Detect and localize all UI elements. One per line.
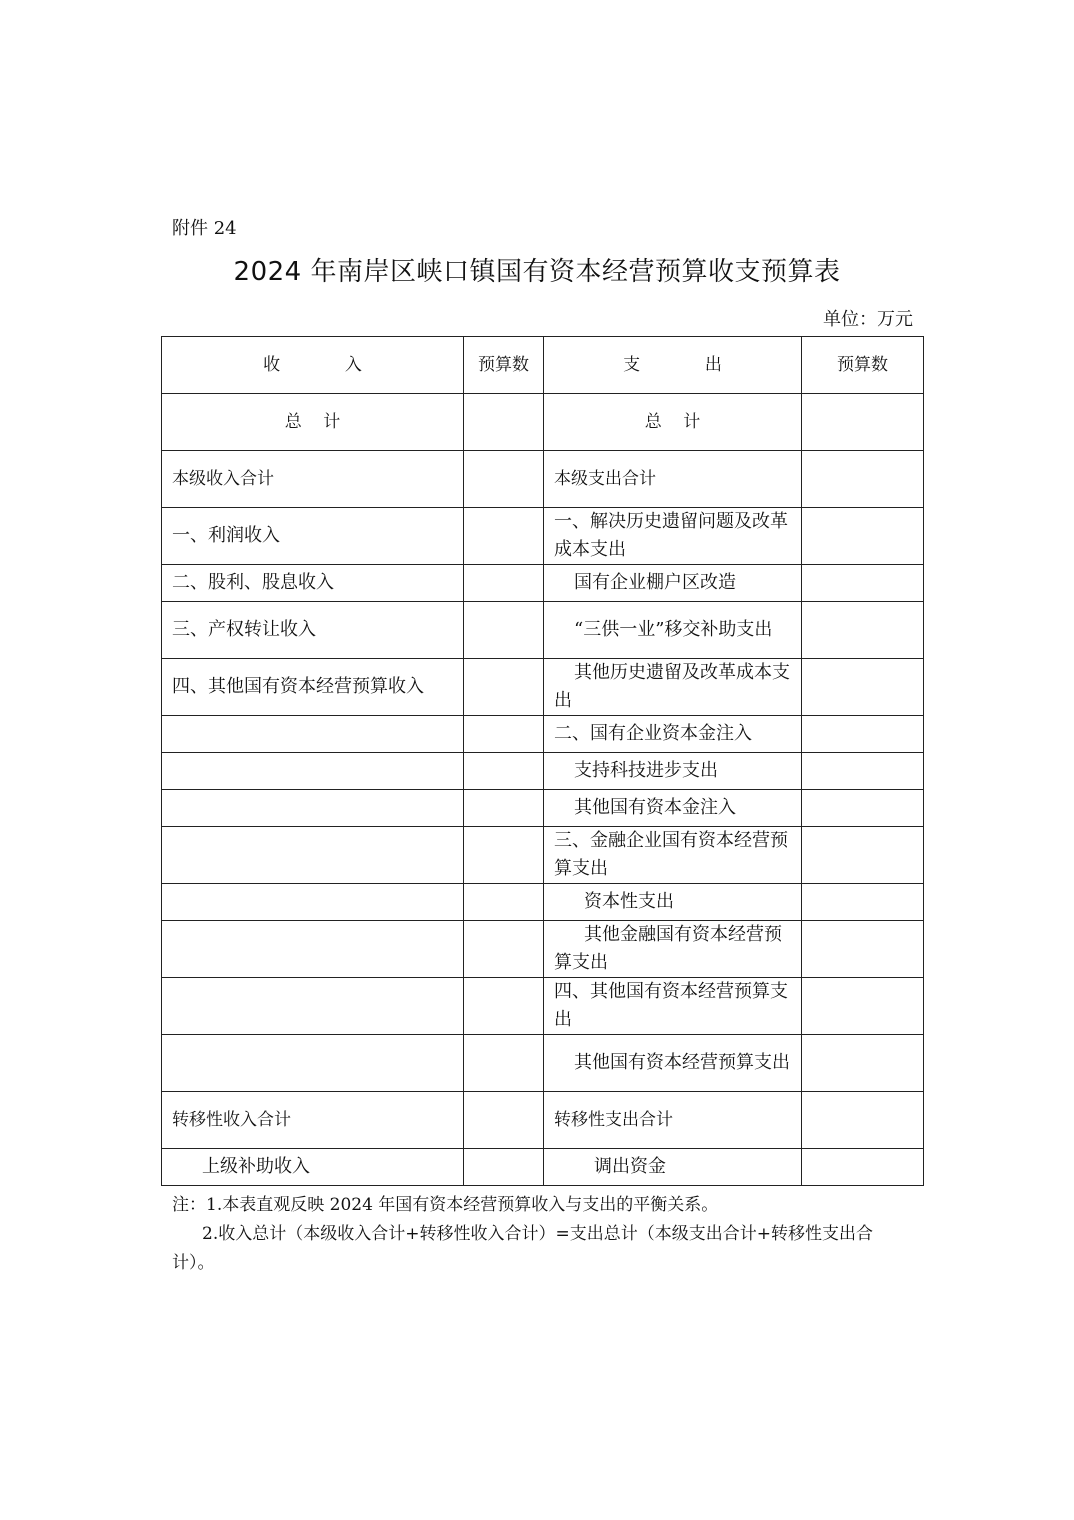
- expense-budget-cell: [802, 451, 924, 508]
- income-budget-cell: [464, 884, 544, 921]
- expense-cell: 支持科技进步支出: [544, 753, 802, 790]
- expense-budget-cell: [802, 602, 924, 659]
- income-total-value: [464, 394, 544, 451]
- table-row: [162, 790, 924, 827]
- income-budget-cell: [464, 508, 544, 565]
- budget-table: [161, 336, 924, 1186]
- expense-cell: 其他金融国有资本经营预算支出: [544, 921, 802, 978]
- table-row: [162, 884, 924, 921]
- table-row: [162, 921, 924, 978]
- expense-cell: 本级支出合计: [544, 451, 802, 508]
- income-cell: 二、股利、股息收入: [162, 565, 464, 602]
- expense-budget-cell: [802, 921, 924, 978]
- expense-cell: “三供一业”移交补助支出: [544, 602, 802, 659]
- income-cell: 三、产权转让收入: [162, 602, 464, 659]
- income-cell: [162, 753, 464, 790]
- expense-budget-cell: [802, 978, 924, 1035]
- expense-cell: 三、金融企业国有资本经营预算支出: [544, 827, 802, 884]
- income-budget-header: 预算数: [464, 337, 544, 394]
- income-budget-cell: [464, 827, 544, 884]
- expense-total-value: [802, 394, 924, 451]
- unit-label: 单位：万元: [823, 309, 913, 330]
- expense-header: 支 出: [544, 337, 802, 394]
- income-cell: [162, 1035, 464, 1092]
- income-cell: 一、利润收入: [162, 508, 464, 565]
- expense-cell: 一、解决历史遗留问题及改革成本支出: [544, 508, 802, 565]
- income-cell: 上级补助收入: [162, 1149, 464, 1186]
- expense-cell: 国有企业棚户区改造: [544, 565, 802, 602]
- expense-budget-header: 预算数: [802, 337, 924, 394]
- table-row: [162, 753, 924, 790]
- expense-cell: 调出资金: [544, 1149, 802, 1186]
- income-budget-cell: [464, 565, 544, 602]
- income-budget-cell: [464, 978, 544, 1035]
- income-budget-cell: [464, 921, 544, 978]
- expense-total-label: 总 计: [544, 394, 802, 451]
- expense-budget-cell: [802, 716, 924, 753]
- table-row: [162, 602, 924, 659]
- income-header: 收 入: [162, 337, 464, 394]
- expense-cell: 其他历史遗留及改革成本支出: [544, 659, 802, 716]
- note-1: 注：1.本表直观反映 2024 年国有资本经营预算收入与支出的平衡关系。: [172, 1195, 719, 1215]
- expense-cell: 其他国有资本经营预算支出: [544, 1035, 802, 1092]
- income-cell: 四、其他国有资本经营预算收入: [162, 659, 464, 716]
- expense-cell: 二、国有企业资本金注入: [544, 716, 802, 753]
- expense-budget-cell: [802, 659, 924, 716]
- expense-cell: 其他国有资本金注入: [544, 790, 802, 827]
- expense-budget-cell: [802, 753, 924, 790]
- table-row: [162, 451, 924, 508]
- income-total-label: 总 计: [162, 394, 464, 451]
- note-2: 2.收入总计（本级收入合计+转移性收入合计）=支出总计（本级支出合计+转移性支出合计）。: [172, 1224, 873, 1273]
- income-budget-cell: [464, 1035, 544, 1092]
- table-row: [162, 827, 924, 884]
- table-row: [162, 1092, 924, 1149]
- expense-cell: 四、其他国有资本经营预算支出: [544, 978, 802, 1035]
- expense-cell: 转移性支出合计: [544, 1092, 802, 1149]
- income-cell: [162, 827, 464, 884]
- income-cell: [162, 978, 464, 1035]
- income-cell: 本级收入合计: [162, 451, 464, 508]
- income-cell: [162, 716, 464, 753]
- expense-budget-cell: [802, 1149, 924, 1186]
- expense-budget-cell: [802, 790, 924, 827]
- income-cell: [162, 790, 464, 827]
- attachment-label: 附件 24: [172, 218, 237, 239]
- table-row: [162, 1035, 924, 1092]
- table-header-row: [162, 337, 924, 394]
- income-budget-cell: [464, 659, 544, 716]
- expense-budget-cell: [802, 884, 924, 921]
- expense-budget-cell: [802, 1035, 924, 1092]
- page-title: 2024 年南岸区峡口镇国有资本经营预算收支预算表: [233, 257, 841, 287]
- expense-budget-cell: [802, 1092, 924, 1149]
- income-budget-cell: [464, 753, 544, 790]
- expense-cell: 资本性支出: [544, 884, 802, 921]
- total-row: [162, 394, 924, 451]
- table-row: [162, 508, 924, 565]
- income-budget-cell: [464, 716, 544, 753]
- income-budget-cell: [464, 1092, 544, 1149]
- income-cell: 转移性收入合计: [162, 1092, 464, 1149]
- table-row: [162, 1149, 924, 1186]
- income-budget-cell: [464, 602, 544, 659]
- expense-budget-cell: [802, 565, 924, 602]
- income-budget-cell: [464, 1149, 544, 1186]
- table-row: [162, 978, 924, 1035]
- expense-budget-cell: [802, 508, 924, 565]
- notes: [172, 1191, 914, 1278]
- table-row: [162, 565, 924, 602]
- expense-budget-cell: [802, 827, 924, 884]
- income-budget-cell: [464, 790, 544, 827]
- table-row: [162, 659, 924, 716]
- table-row: [162, 716, 924, 753]
- income-budget-cell: [464, 451, 544, 508]
- income-cell: [162, 884, 464, 921]
- income-cell: [162, 921, 464, 978]
